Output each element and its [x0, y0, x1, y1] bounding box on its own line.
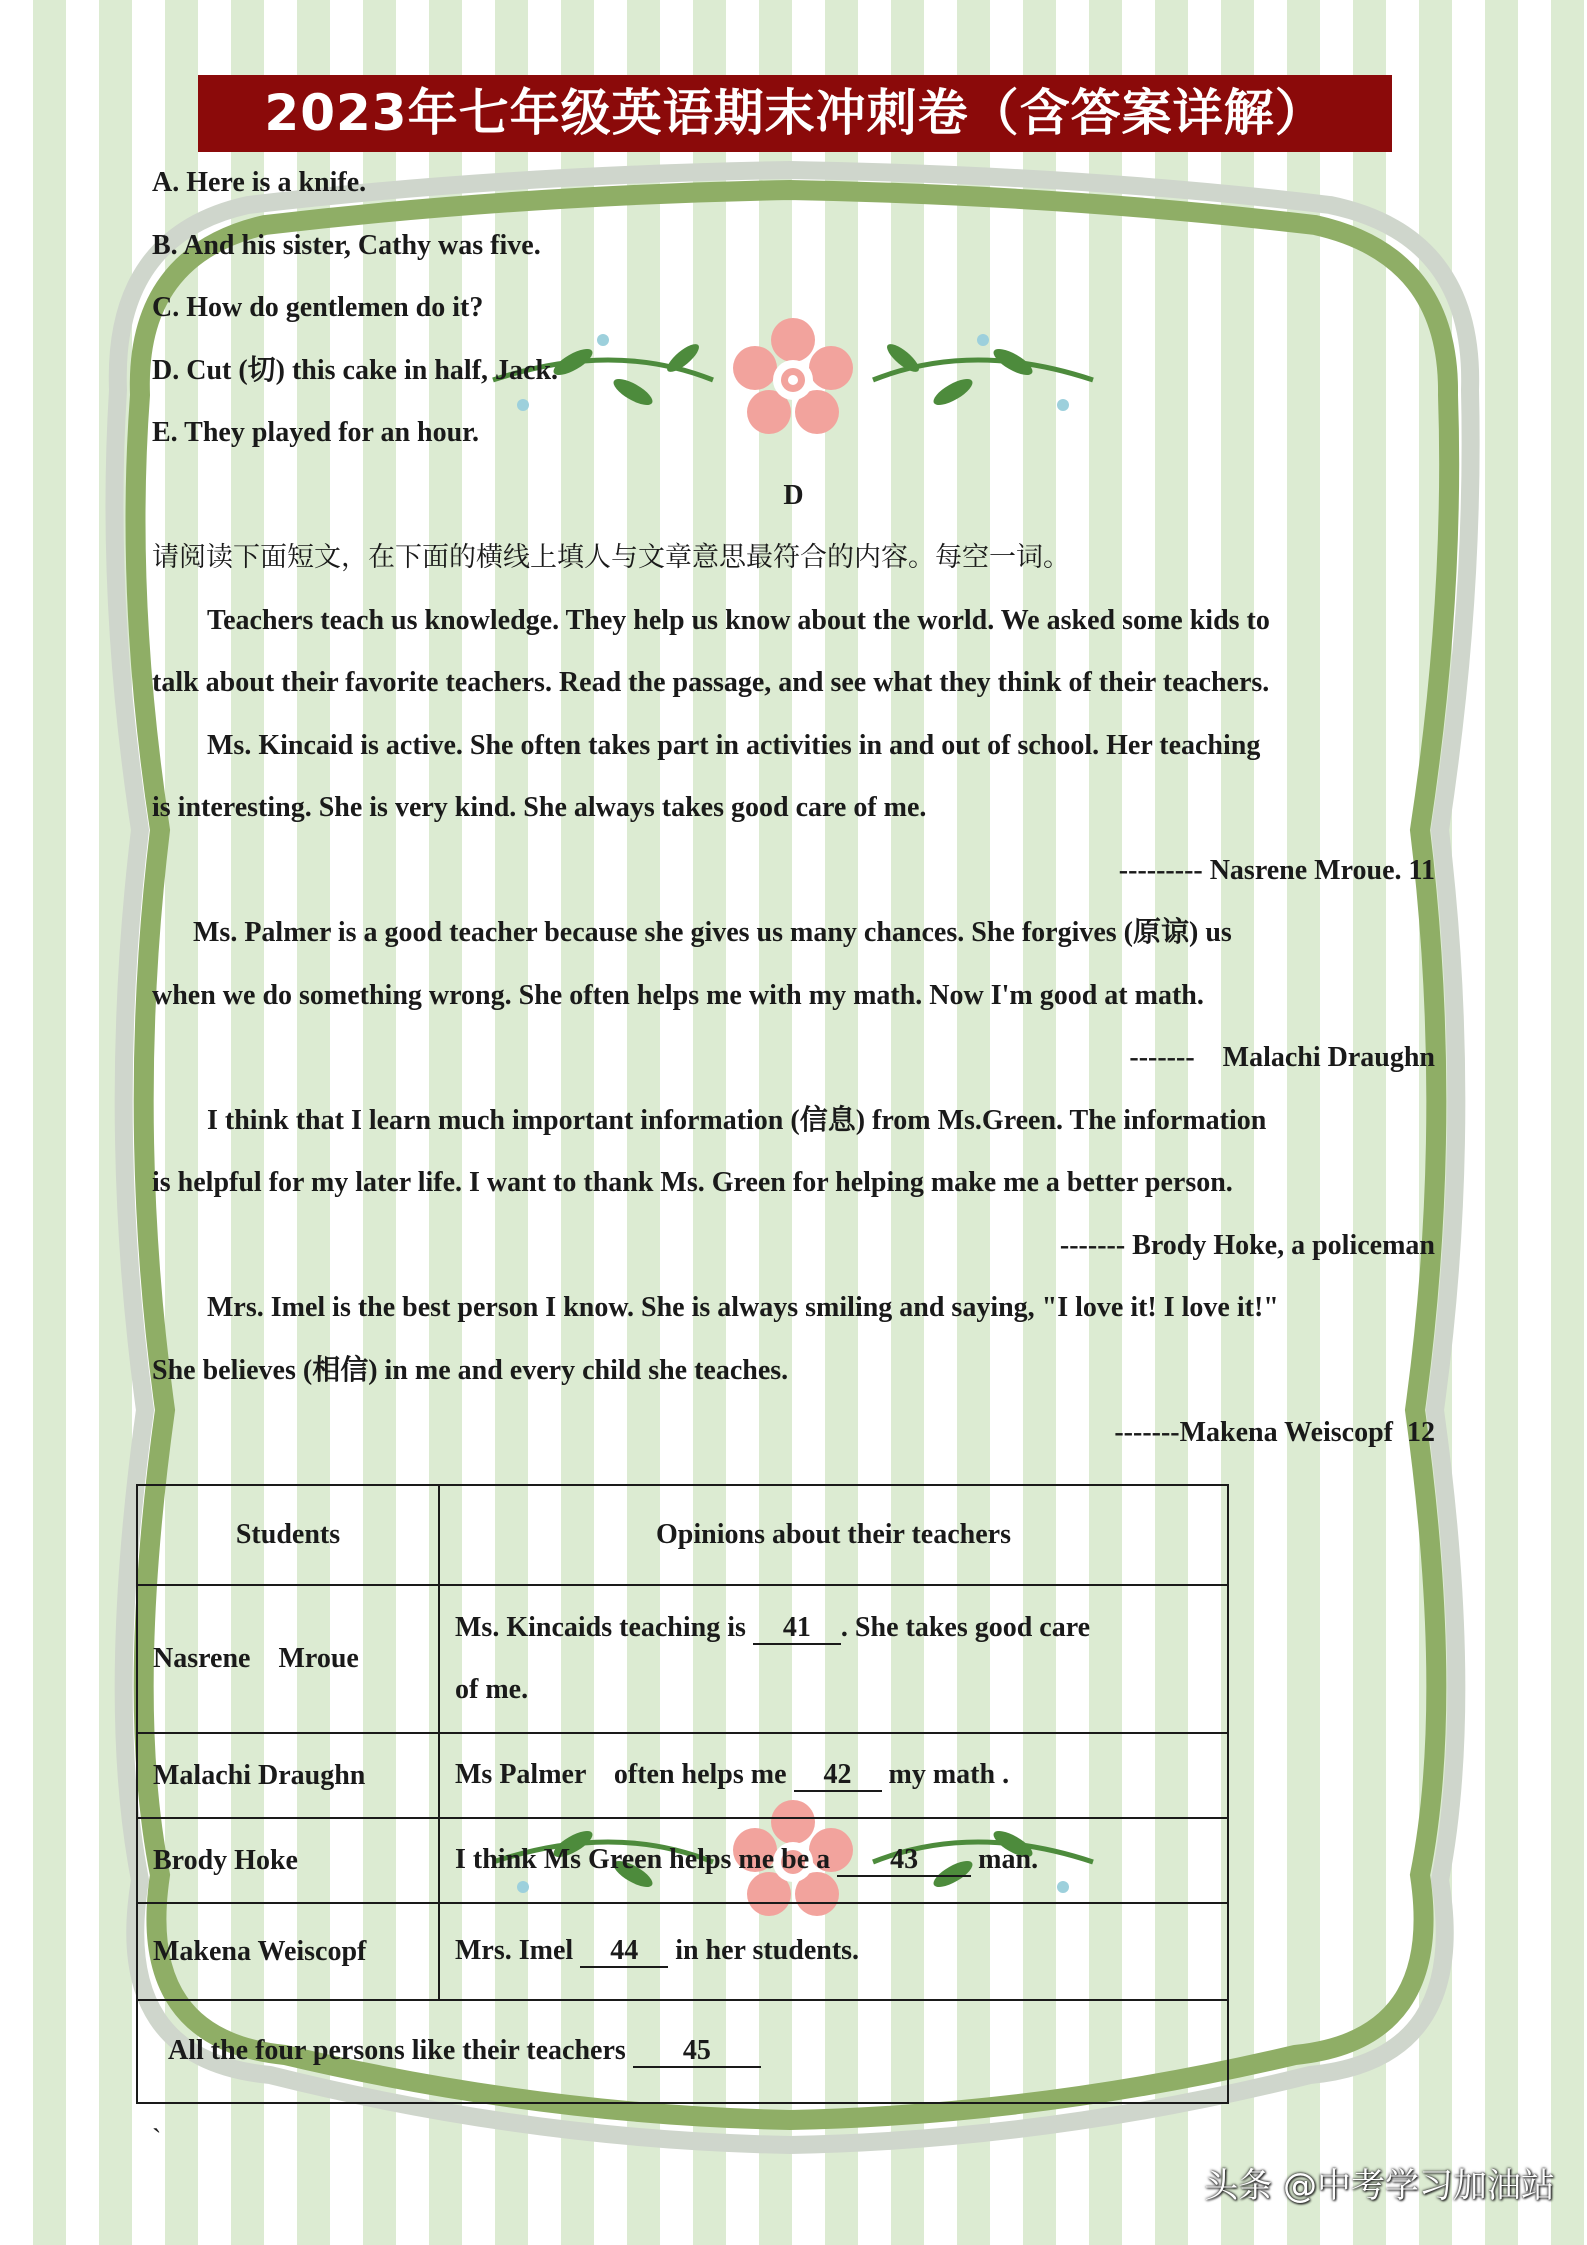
student-name: Malachi Draughn: [137, 1733, 439, 1818]
opinions-table: [136, 1484, 1229, 2104]
para3-line-1: I think that I learn much important information (信息) from Ms.Green. The information: [207, 1105, 1267, 1136]
student-name: Makena Weiscopf: [137, 1903, 439, 2000]
page-title: 2023年七年级英语期末冲刺卷（含答案详解）: [198, 75, 1392, 152]
para2-line-1: Ms. Palmer is a good teacher because she gives us many chances. She forgives (原谅) us: [193, 917, 1232, 948]
opinion-text: Ms. Kincaids teaching is: [455, 1612, 753, 1643]
section-label: D: [783, 480, 804, 511]
header-students: Students: [137, 1485, 439, 1585]
para1-line-1: Ms. Kincaid is active. She often takes part in activities in and out of school. Her teaching: [207, 730, 1261, 761]
summary-text: All the four persons like their teachers: [168, 2035, 633, 2066]
opinion-text: of me.: [455, 1674, 529, 1705]
table-row: [137, 1585, 1228, 1733]
intro-line-2: talk about their favorite teachers. Read the passage, and see what they think of their teachers.: [152, 667, 1270, 698]
opinion-text: in her students.: [668, 1935, 860, 1966]
answer-blank-43[interactable]: 43: [837, 1845, 971, 1877]
opinion-cell: [439, 1585, 1228, 1733]
table-row: [137, 1903, 1228, 2000]
opinion-text: man.: [971, 1844, 1039, 1875]
signature-3: ------- Brody Hoke, a policeman: [1059, 1230, 1435, 1261]
table-row: [137, 1818, 1228, 1903]
answer-blank-41[interactable]: 41: [753, 1613, 841, 1645]
opinion-text: Mrs. Imel: [455, 1935, 581, 1966]
opinion-text: . She takes good care: [840, 1612, 1091, 1643]
para4-line-1: Mrs. Imel is the best person I know. She is always smiling and saying, "I love it! I love it!": [207, 1292, 1279, 1323]
option-c: C. How do gentlemen do it?: [152, 292, 484, 323]
answer-blank-42[interactable]: 42: [794, 1760, 882, 1792]
student-name: Brody Hoke: [137, 1818, 439, 1903]
opinion-cell: [439, 1733, 1228, 1818]
summary-cell: [137, 2000, 1228, 2103]
opinion-text: I think Ms Green helps me be a: [455, 1844, 838, 1875]
option-d: D. Cut (切) this cake in half, Jack.: [152, 355, 559, 386]
option-b: B. And his sister, Cathy was five.: [152, 230, 541, 261]
table-header-row: [137, 1485, 1228, 1585]
opinion-cell: [439, 1903, 1228, 2000]
opinion-text: Ms Palmer often helps me: [455, 1759, 794, 1790]
instruction: 请阅读下面短文，在下面的横线上填人与文章意思最符合的内容。每空一词。: [152, 542, 1070, 573]
intro-line-1: Teachers teach us knowledge. They help us know about the world. We asked some kids to: [207, 605, 1270, 636]
opinion-text: my math .: [881, 1759, 1010, 1790]
table-summary-row: [137, 2000, 1228, 2103]
para1-line-2: is interesting. She is very kind. She always takes good care of me.: [152, 792, 927, 823]
para3-line-2: is helpful for my later life. I want to thank Ms. Green for helping make me a better person.: [152, 1167, 1233, 1198]
stray-mark: `: [152, 2124, 162, 2155]
watermark: 头条 @中考学习加油站: [1204, 2166, 1555, 2206]
signature-2: ------- Malachi Draughn: [1129, 1042, 1435, 1073]
para4-line-2: She believes (相信) in me and every child she teaches.: [152, 1355, 789, 1386]
option-e: E. They played for an hour.: [152, 417, 480, 448]
opinion-cell: [439, 1818, 1228, 1903]
signature-4: -------Makena Weiscopf 12: [1114, 1417, 1435, 1448]
floral-ornament-top: [493, 318, 1093, 434]
table-row: [137, 1733, 1228, 1818]
signature-1: --------- Nasrene Mroue. 11: [1118, 855, 1435, 886]
student-name: Nasrene Mroue: [137, 1585, 439, 1733]
header-opinions: Opinions about their teachers: [439, 1485, 1228, 1585]
answer-blank-44[interactable]: 44: [580, 1936, 668, 1968]
option-a: A. Here is a knife.: [152, 167, 367, 198]
para2-line-2: when we do something wrong. She often helps me with my math. Now I'm good at math.: [152, 980, 1204, 1011]
answer-blank-45[interactable]: 45: [633, 2036, 761, 2068]
